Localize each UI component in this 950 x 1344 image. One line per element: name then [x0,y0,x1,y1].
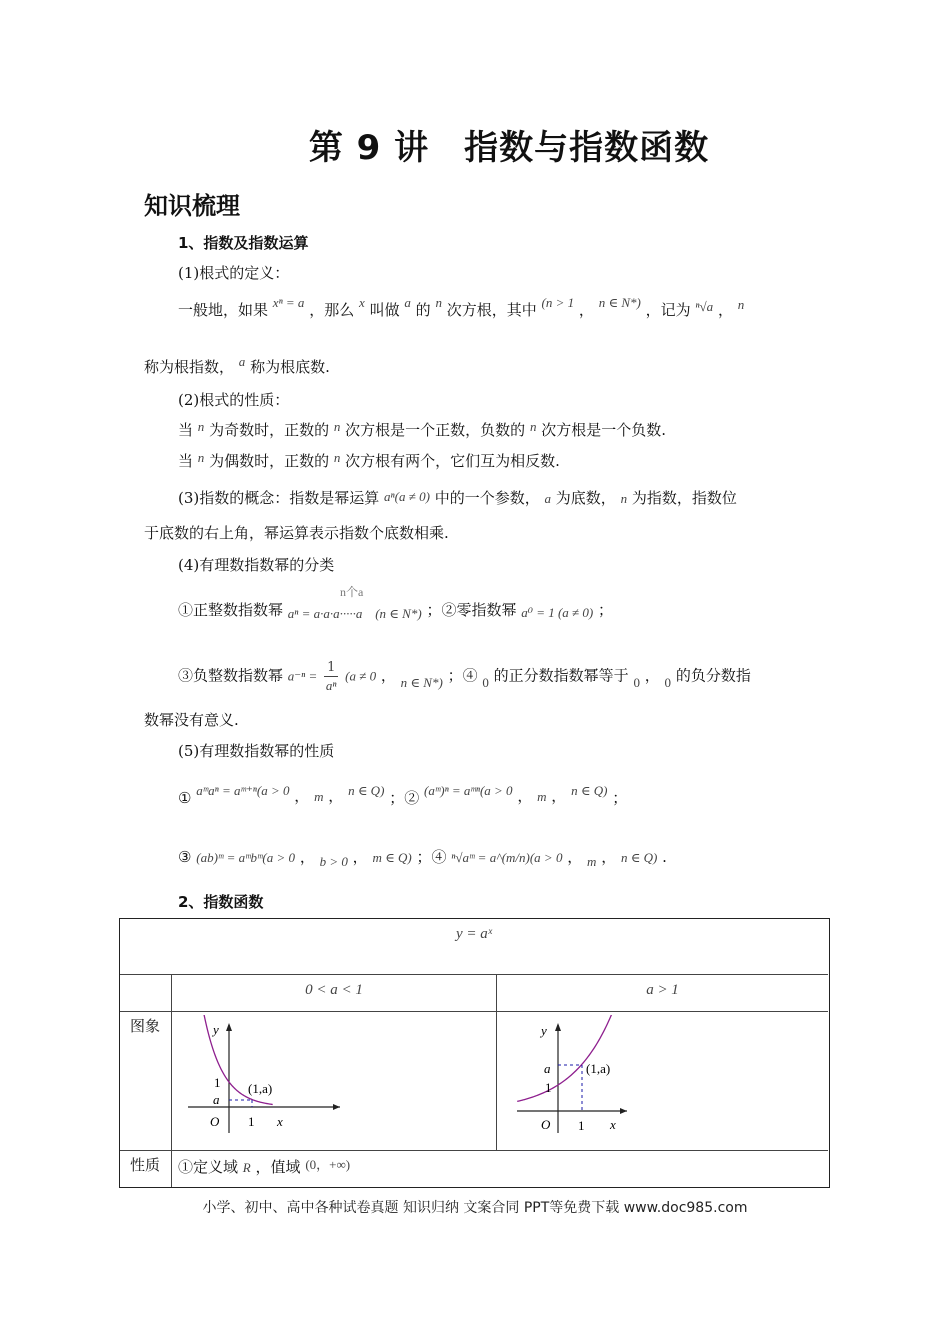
x-axis-arrow [333,1104,340,1110]
y-axis-arrow [226,1023,232,1031]
s1-line1 [178,295,745,321]
math: n [529,419,537,434]
s1-line2 [144,354,330,378]
s2-title: (2)根式的性质： [178,391,290,409]
text: ①正整数指数幂 [178,601,284,619]
text: 的负分数指 [675,666,751,685]
math: aᵐaⁿ = aᵐ⁺ⁿ(a > 0 [196,783,290,798]
y-tick-1: 1 [545,1080,552,1095]
math: m [537,789,547,804]
point-label: (1,a) [248,1081,273,1096]
text: ， [551,787,567,805]
math: 0 [664,674,672,690]
math: aⁿ = a·a·a·····a [287,606,363,621]
math: a⁰ = 1 (a ≠ 0) [521,605,594,620]
math: ⁿ√aᵐ = a^(m/n)(a > 0 [451,850,563,865]
text: ， [717,301,733,319]
s4-title: (4)有理数指数幂的分类 [178,556,335,574]
text: ； [598,601,614,619]
s5-title: (5)有理数指数幂的性质 [178,742,335,760]
math: x [359,295,365,310]
text: 当 [178,452,194,470]
math: m ∈ Q) [372,850,412,865]
text: 的正分数指数幂等于 [493,666,629,685]
text: ③ [178,848,192,866]
text: 称为根底数. [250,358,330,376]
origin-label: O [541,1117,551,1132]
text: 中的一个参数， [434,489,540,507]
math: 0 [633,674,640,690]
text: 为底数， [555,489,616,507]
s2-line2 [178,451,560,472]
y-label: y [541,1023,547,1038]
math: n ∈ N*) [598,295,641,310]
text: ， [294,787,310,805]
fraction-numerator: 1 [324,659,338,677]
text: 叫做 [369,301,400,319]
math: a⁻ⁿ = [287,668,318,684]
text: ， [578,301,594,319]
math: (0，+∞) [305,1157,351,1172]
s4-line1 [178,600,613,621]
math: n ∈ Q) [571,783,608,798]
y-axis-arrow [555,1023,561,1031]
math: n [333,419,341,434]
math: (a ≠ 0 [345,668,377,684]
text: ① [178,789,192,807]
text: 称为根指数， [144,358,235,376]
section-heading: 知识梳理 [144,192,240,220]
math: n [620,491,628,506]
text: ；④ [447,666,478,685]
y-label: y [213,1022,219,1037]
point-label: (1,a) [586,1061,611,1076]
text: ， [380,666,396,685]
footer-text: 小学、初中、高中各种试卷真题 知识归纳 文案合同 PPT等免费下载 www.doc985.com [202,1200,748,1216]
math: m [587,854,597,869]
math: ⁿ√a [695,299,714,314]
part1-heading: 1、指数及指数运算 [178,234,309,252]
text: ； [612,789,628,807]
text: ，那么 [309,301,355,319]
table-formula: y = aˣ [455,926,492,942]
s3-line2: 于底数的右上角，幂运算表示指数个底数相乘. [144,524,449,542]
s3-line1 [178,488,737,509]
text: ， [299,848,315,866]
s2-line1 [178,420,666,441]
fraction-denominator: aⁿ [325,678,337,693]
page-title: 第 9 讲 指数与指数函数 [308,128,710,168]
graph-decreasing-exponential [180,1015,350,1135]
table-divider [171,974,172,1187]
x-axis-arrow [620,1108,627,1114]
text: 的 [415,301,431,319]
text: 次方根有两个，它们互为相反数. [345,452,560,470]
s1-title: (1)根式的定义： [178,264,290,282]
table-divider [120,1150,828,1151]
text: ③负整数指数幂 [178,666,284,685]
text: . [662,848,667,866]
s5-line2 [178,847,667,868]
exponential-curve [517,1015,617,1101]
y-tick-1: 1 [214,1075,221,1090]
text: 次方根，其中 [446,301,537,319]
math: n [435,295,442,310]
y-tick-a: a [544,1061,551,1076]
x-tick-1: 1 [248,1114,255,1129]
origin-label: O [210,1114,220,1129]
table-divider [120,974,828,975]
text: 当 [178,421,194,439]
math: (ab)ᵐ = aᵐbᵐ(a > 0 [196,850,296,865]
math: xⁿ = a [272,295,305,310]
x-label: x [610,1117,616,1132]
part2-heading: 2、指数函数 [178,893,264,911]
math: 0 [482,674,489,690]
overbrace-label: n个a [340,585,364,599]
math: a [238,354,246,369]
math: (n > 1 [541,295,575,310]
col-header-a-less-1: 0 < a < 1 [305,982,363,998]
text: ， [601,848,617,866]
text: 为奇数时，正数的 [209,421,330,439]
exponential-function-table [119,918,830,1188]
math: (n ∈ N*) [375,606,422,621]
math: R [242,1160,251,1175]
s4-line3: 数幂没有意义. [144,711,239,729]
text: ， [328,787,344,805]
col-header-a-greater-1: a > 1 [646,982,679,998]
math: (aᵐ)ⁿ = aᵐⁿ(a > 0 [423,783,513,798]
table-divider [120,1011,828,1012]
text: ①定义域 [178,1158,239,1176]
text: 一般地，如果 [178,301,269,319]
text: ， [352,848,368,866]
math: n [197,419,205,434]
text: ；② [389,789,420,807]
table-divider [496,974,497,1150]
text: 为偶数时，正数的 [209,452,330,470]
x-tick-1: 1 [578,1118,585,1133]
text: 次方根是一个负数. [541,421,667,439]
math: n [333,450,341,465]
text: ， [644,666,660,685]
s4-line2 [178,659,751,694]
math: b > 0 [319,854,348,869]
math: n [737,297,745,312]
s5-line1 [178,780,628,807]
properties-text [178,1156,350,1177]
x-label: x [277,1114,283,1129]
fraction [324,659,338,694]
text: ，值域 [255,1158,301,1176]
text: ，记为 [645,301,691,319]
text: ， [517,787,533,805]
math: n [197,450,205,465]
row-label-properties: 性质 [130,1156,161,1174]
row-label-graph: 图象 [130,1017,161,1035]
math: m [314,789,324,804]
text: 为指数，指数位 [631,489,737,507]
text: ；②零指数幂 [426,601,517,619]
text: 次方根是一个正数，负数的 [345,421,526,439]
math: n ∈ N*) [400,674,443,690]
text: ；④ [416,848,447,866]
math: aⁿ(a ≠ 0) [384,489,430,504]
text: ， [567,848,583,866]
y-tick-a: a [213,1092,220,1107]
math: n ∈ Q) [621,850,658,865]
text: (3)指数的概念：指数是幂运算 [178,489,380,507]
math: a [404,295,411,310]
graph-increasing-exponential [515,1015,645,1135]
math: n ∈ Q) [348,783,385,798]
math: a [544,491,551,506]
